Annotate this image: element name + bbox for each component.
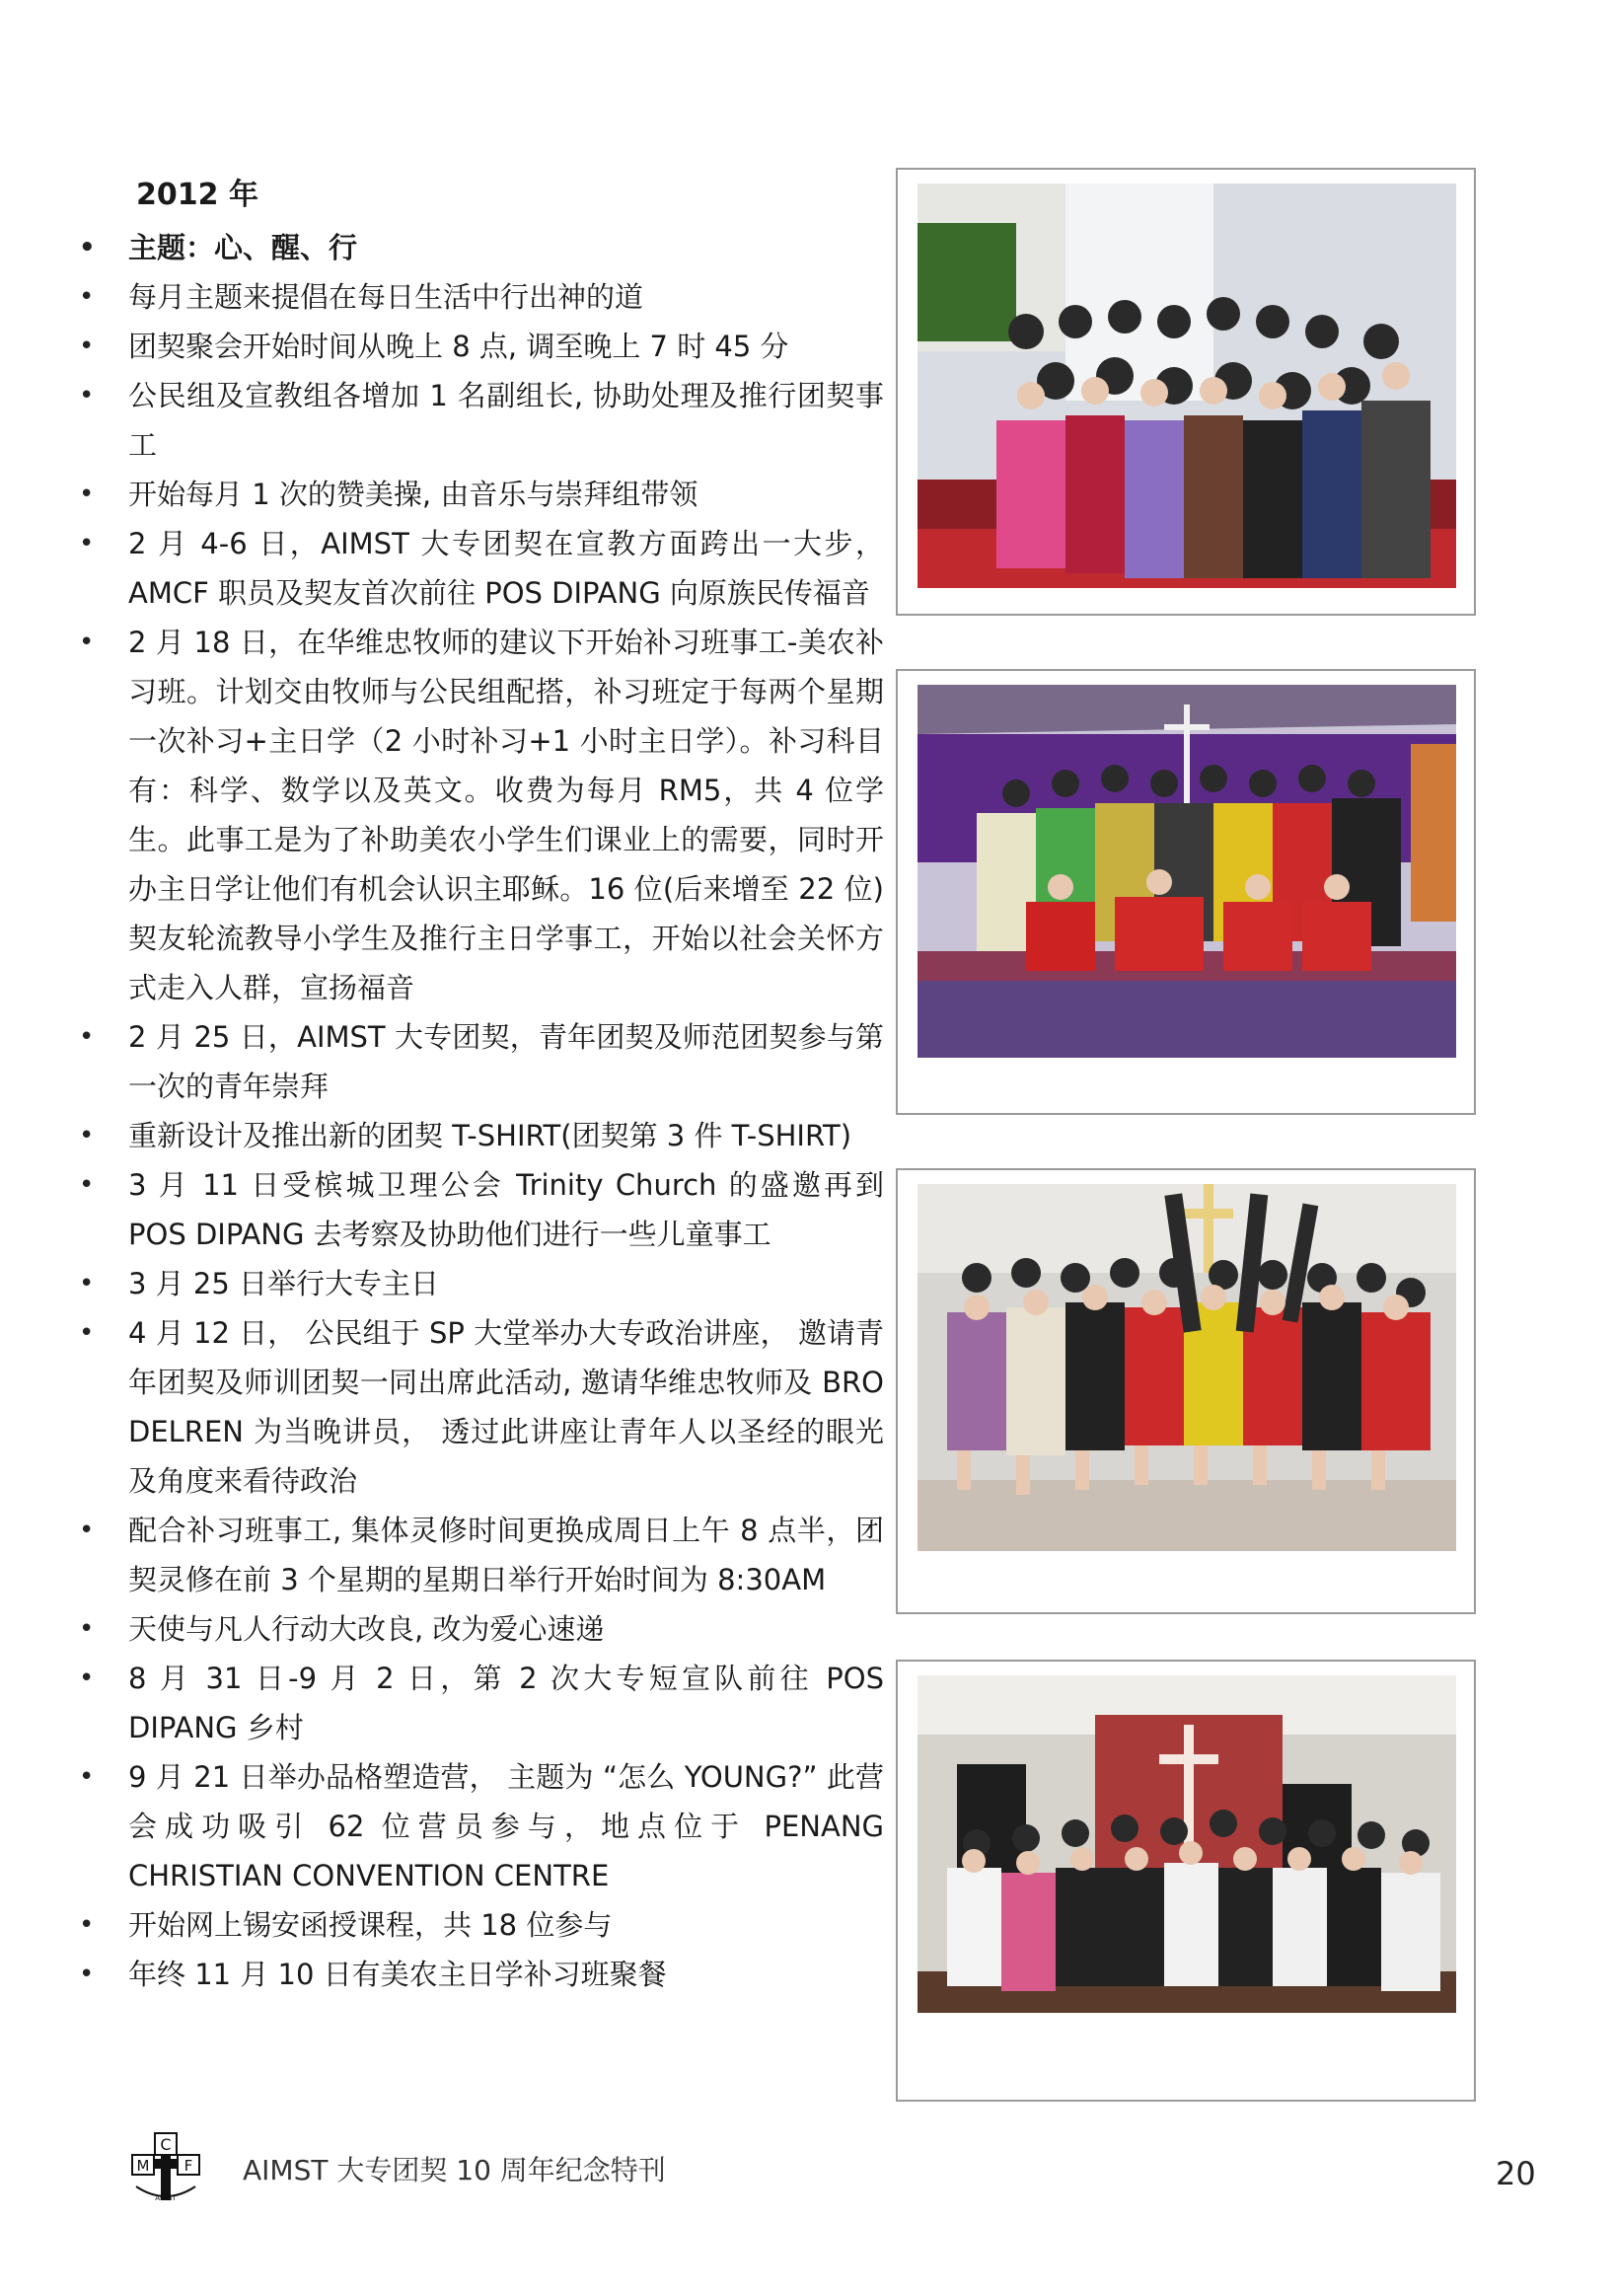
page-number: 20 [1496, 2155, 1536, 2192]
list-item: • 配合补习班事工, 集体灵修时间更换成周日上午 8 点半，团契灵修在前 3 个星期的星期日举行开始时间为 8:30AM [75, 1506, 884, 1604]
list-item: • 公民组及宣教组各增加 1 名副组长, 协助处理及推行团契事工 [75, 371, 884, 470]
logo-letter: C [160, 2135, 172, 2154]
list-item: • 2 月 4-6 日，AIMST 大专团契在宣教方面跨出一大步，AMCF 职员及契友首次前往 POS DIPANG 向原族民传福音 [75, 519, 884, 618]
group-photo-image [918, 1184, 1456, 1551]
logo-letter: M [136, 2157, 150, 2175]
list-item: • 9 月 21 日举办品格塑造营， 主题为 “怎么 YOUNG?” 此营会成功吸引 62 位营员参与，地点位于 PENANG CHRISTIAN CONVENTION CENTRE [75, 1752, 884, 1900]
list-item: • 团契聚会开始时间从晚上 8 点, 调至晚上 7 时 45 分 [75, 322, 884, 371]
group-photo [918, 1675, 1456, 2013]
photo-frame [896, 168, 1476, 616]
amcf-logo [128, 2129, 203, 2204]
list-item: • 3 月 25 日举行大专主日 [75, 1259, 884, 1308]
group-photo-image [918, 1675, 1456, 2013]
event-list [75, 223, 884, 1999]
list-item: • 4 月 12 日， 公民组于 SP 大堂举办大专政治讲座， 邀请青年团契及师训团契一同出席此活动, 邀请华维忠牧师及 BRO DELREN 为当晚讲员， 透过此讲座让青年人以圣经的眼光及角度来看待政治 [75, 1308, 884, 1506]
list-item: • 8 月 31 日-9 月 2 日，第 2 次大专短宣队前往 POS DIPANG 乡村 [75, 1654, 884, 1752]
group-photo-image [918, 184, 1456, 588]
photo-frame [896, 1660, 1476, 2102]
list-item: • 开始每月 1 次的赞美操, 由音乐与崇拜组带领 [75, 470, 884, 519]
list-item: • 每月主题来提倡在每日生活中行出神的道 [75, 272, 884, 322]
group-photo [918, 1184, 1456, 1551]
list-item: • 天使与凡人行动大改良, 改为爱心速递 [75, 1604, 884, 1654]
list-item: • 年终 11 月 10 日有美农主日学补习班聚餐 [75, 1950, 884, 1999]
logo-image [128, 2129, 203, 2204]
photo-frame [896, 669, 1476, 1115]
group-photo [918, 685, 1456, 1058]
group-photo [918, 184, 1456, 588]
photo-frame [896, 1168, 1476, 1614]
list-item: • 开始网上锡安函授课程，共 18 位参与 [75, 1900, 884, 1950]
list-item: • 2 月 25 日，AIMST 大专团契，青年团契及师范团契参与第一次的青年崇拜 [75, 1012, 884, 1111]
logo-caption: AIMST [155, 2194, 177, 2202]
logo-letter: F [184, 2157, 193, 2175]
list-item: • 主题：心、醒、行 [75, 223, 884, 272]
list-item: • 2 月 18 日，在华维忠牧师的建议下开始补习班事工-美农补习班。计划交由牧师与公民组配搭，补习班定于每两个星期一次补习+主日学（2 小时补习+1 小时主日学）。补习科目有：科学、数学以及英文。收费为每月 RM5，共 4 位学生。此事工是为了补助美农小学生们课业上的需要，同时开办主日学让他们有机会认识主耶稣。16 位(后来增至 22 位)契友轮流教导小学生及推行主日学事工，开始以社会关怀方式走入人群，宣扬福音 [75, 618, 884, 1012]
list-item: • 3 月 11 日受槟城卫理公会 Trinity Church 的盛邀再到 POS DIPANG 去考察及协助他们进行一些儿童事工 [75, 1160, 884, 1259]
year-heading: 2012 年 [136, 178, 258, 212]
list-item: • 重新设计及推出新的团契 T-SHIRT(团契第 3 件 T-SHIRT) [75, 1111, 884, 1160]
group-photo-image [918, 685, 1456, 1058]
footer-title: AIMST 大专团契 10 周年纪念特刊 [243, 2154, 666, 2186]
